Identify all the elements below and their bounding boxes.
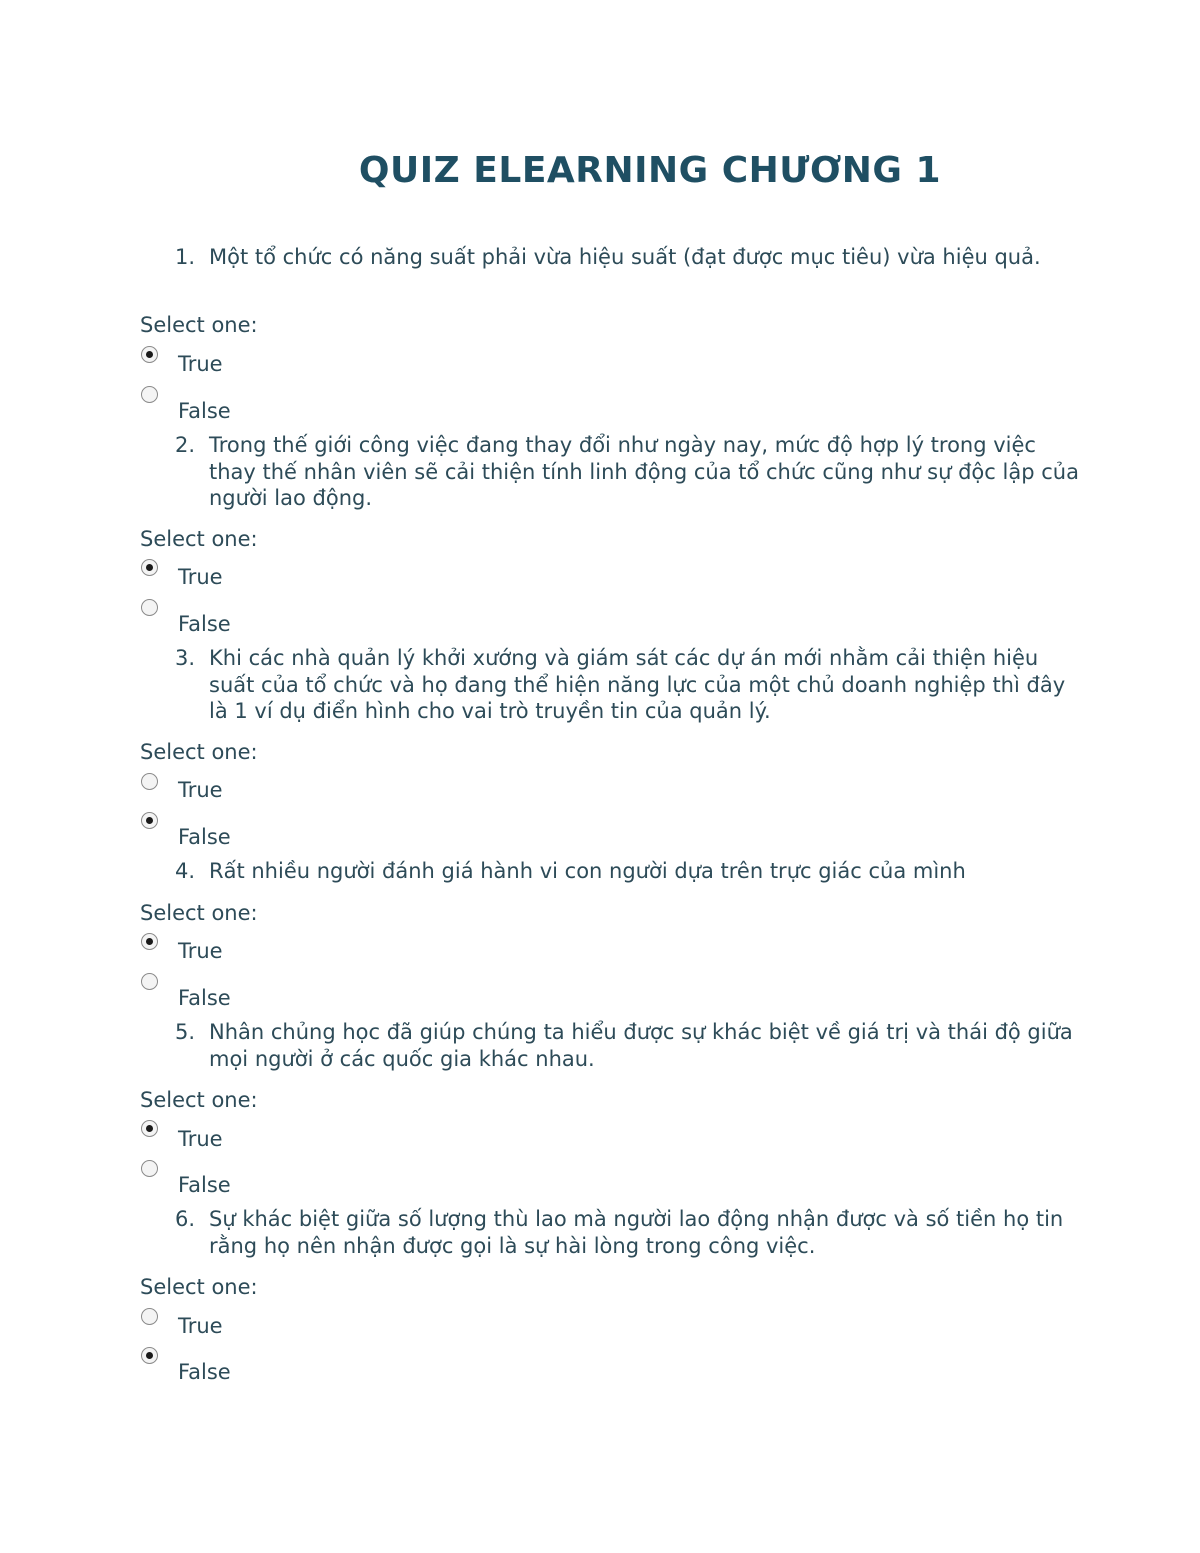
question-number: 5. xyxy=(175,1020,196,1044)
question-3 xyxy=(175,645,1085,725)
question-text: Khi các nhà quản lý khởi xướng và giám sát các dự án mới nhằm cải thiện hiệu suất của tổ chức và họ đang thể hiện năng lực của một chủ doanh nghiệp thì đây là 1 ví dụ điển hình cho vai trò truyền tin của quản lý. xyxy=(209,646,1066,723)
radio-q2-true[interactable] xyxy=(141,559,158,576)
question-1 xyxy=(175,244,1085,271)
radio-q1-true[interactable] xyxy=(141,346,158,363)
question-number: 4. xyxy=(175,859,196,883)
radio-q2-false[interactable] xyxy=(141,599,158,616)
radio-q5-true[interactable] xyxy=(141,1120,158,1137)
option-label-q2-true: True xyxy=(178,565,223,589)
question-number: 3. xyxy=(175,646,196,670)
question-text: Rất nhiều người đánh giá hành vi con người dựa trên trực giác của mình xyxy=(209,859,966,883)
option-label-q3-true: True xyxy=(178,778,223,802)
radio-q4-false[interactable] xyxy=(141,973,158,990)
option-label-q2-false: False xyxy=(178,612,231,636)
question-2 xyxy=(175,432,1085,512)
radio-q3-true[interactable] xyxy=(141,773,158,790)
option-label-q5-true: True xyxy=(178,1127,223,1151)
option-label-q4-false: False xyxy=(178,986,231,1010)
question-text: Trong thế giới công việc đang thay đổi như ngày nay, mức độ hợp lý trong việc thay thế nhân viên sẽ cải thiện tính linh động của tổ chức cũng như sự độc lập của người lao động. xyxy=(209,433,1079,510)
option-label-q5-false: False xyxy=(178,1173,231,1197)
option-label-q6-false: False xyxy=(178,1360,231,1384)
select-one-label: Select one: xyxy=(140,740,258,764)
option-label-q1-true: True xyxy=(178,352,223,376)
radio-q4-true[interactable] xyxy=(141,933,158,950)
radio-q6-true[interactable] xyxy=(141,1308,158,1325)
question-text: Sự khác biệt giữa số lượng thù lao mà người lao động nhận được và số tiền họ tin rằng họ nên nhận được gọi là sự hài lòng trong công việc. xyxy=(209,1207,1064,1258)
radio-q6-false[interactable] xyxy=(141,1347,158,1364)
question-4 xyxy=(175,858,1085,885)
select-one-label: Select one: xyxy=(140,313,258,337)
select-one-label: Select one: xyxy=(140,527,258,551)
radio-q1-false[interactable] xyxy=(141,386,158,403)
question-text: Một tổ chức có năng suất phải vừa hiệu suất (đạt được mục tiêu) vừa hiệu quả. xyxy=(209,245,1041,269)
radio-q5-false[interactable] xyxy=(141,1160,158,1177)
select-one-label: Select one: xyxy=(140,1275,258,1299)
option-label-q1-false: False xyxy=(178,399,231,423)
question-number: 2. xyxy=(175,433,196,457)
question-number: 1. xyxy=(175,245,196,269)
question-number: 6. xyxy=(175,1207,196,1231)
option-label-q6-true: True xyxy=(178,1314,223,1338)
select-one-label: Select one: xyxy=(140,901,258,925)
radio-q3-false[interactable] xyxy=(141,812,158,829)
page-title: QUIZ ELEARNING CHƯƠNG 1 xyxy=(358,150,942,191)
question-text: Nhân chủng học đã giúp chúng ta hiểu được sự khác biệt về giá trị và thái độ giữa mọi người ở các quốc gia khác nhau. xyxy=(209,1020,1073,1071)
option-label-q3-false: False xyxy=(178,825,231,849)
select-one-label: Select one: xyxy=(140,1088,258,1112)
question-6 xyxy=(175,1206,1085,1259)
option-label-q4-true: True xyxy=(178,939,223,963)
question-5 xyxy=(175,1019,1085,1072)
